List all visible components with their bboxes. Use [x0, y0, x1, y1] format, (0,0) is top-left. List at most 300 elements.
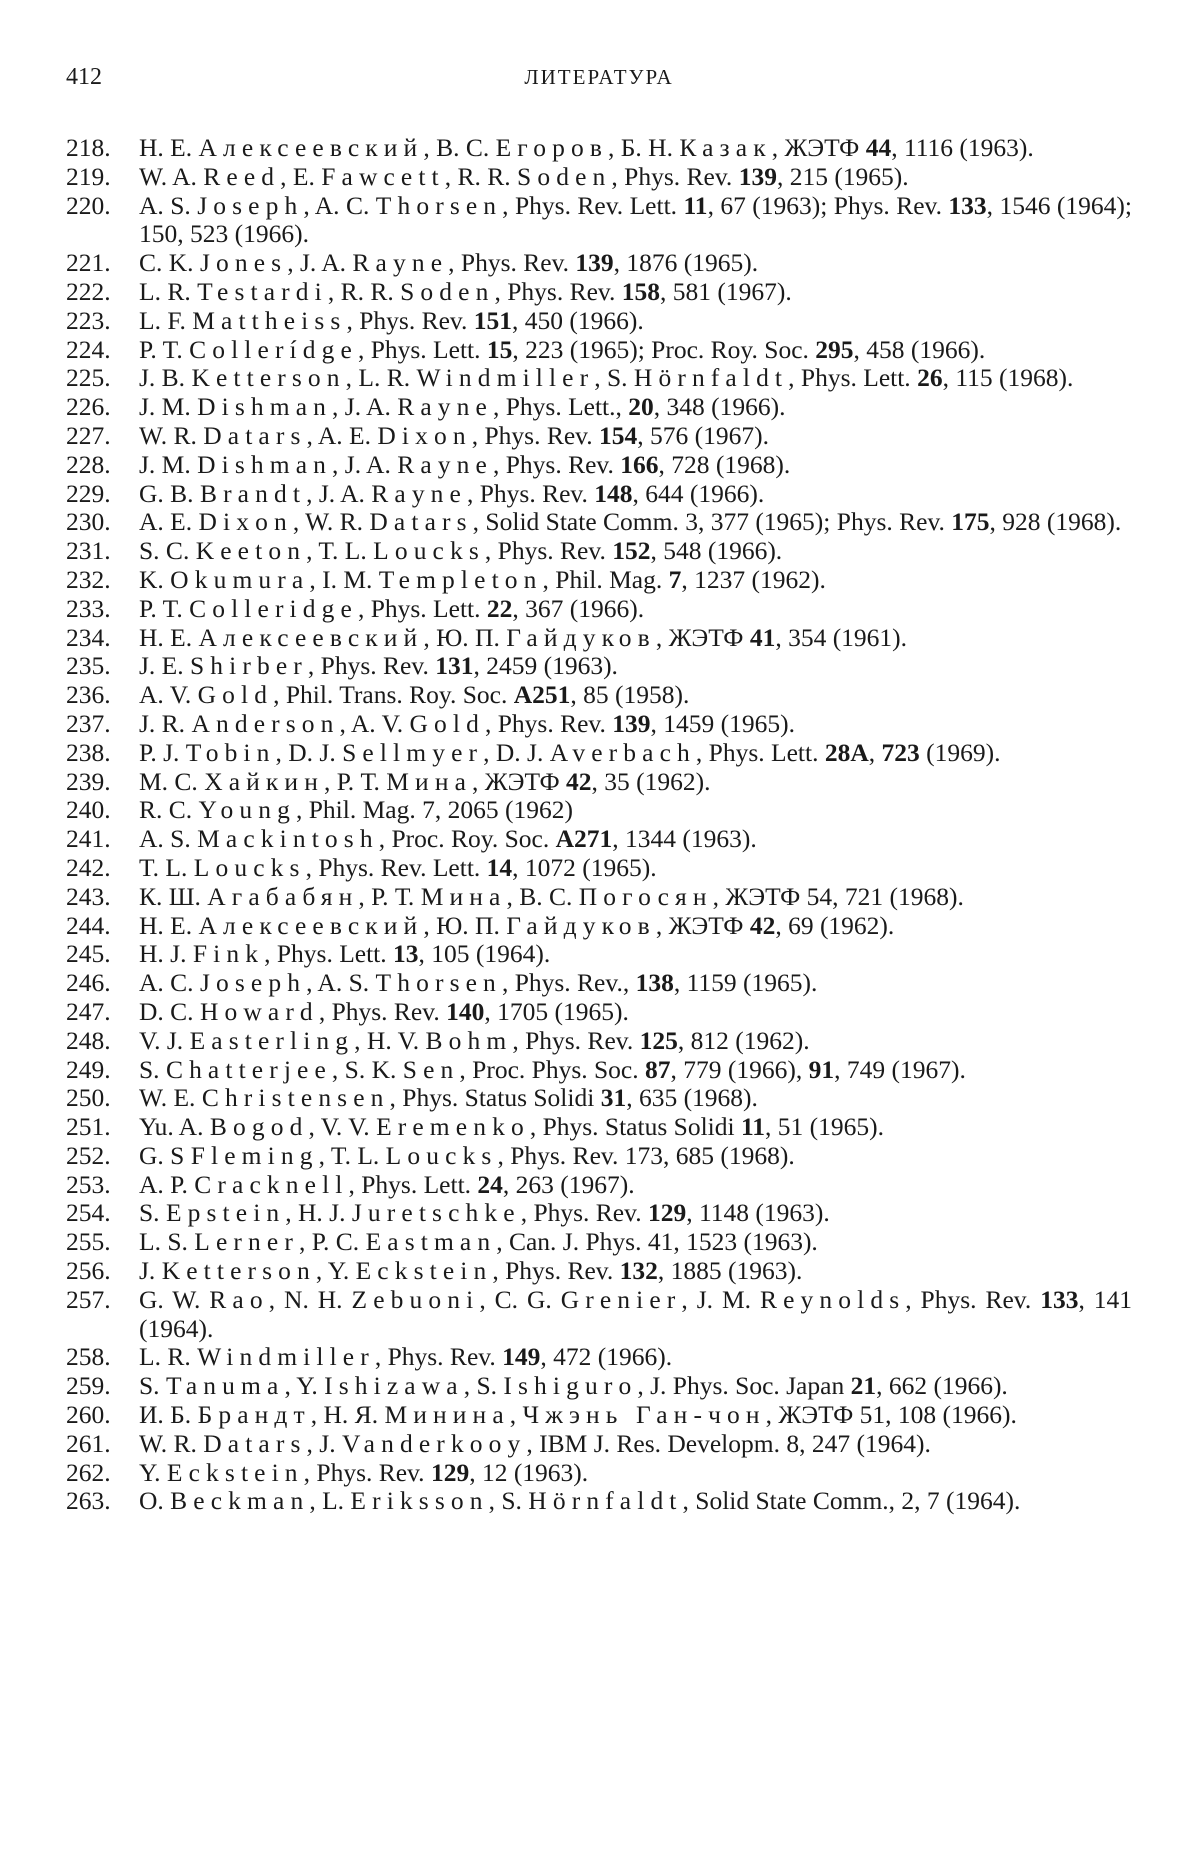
reference-text	[139, 133, 1034, 162]
author-surname: Мина	[420, 881, 507, 911]
reference-segment: , 354 (1961).	[775, 622, 908, 652]
reference-text	[139, 853, 657, 882]
reference-number: 249.	[66, 1054, 111, 1084]
reference-segment: (1969).	[919, 737, 1001, 767]
reference-number: 231.	[66, 536, 111, 566]
volume-number: 131	[435, 651, 474, 681]
author-surname: Averbach	[549, 737, 696, 767]
reference-text	[139, 1486, 1020, 1515]
reference-segment: , Phys. Rev.	[520, 1198, 648, 1228]
reference-segment: , Phys. Lett.,	[492, 392, 629, 422]
reference-number: 234.	[66, 622, 111, 652]
reference-item	[66, 480, 1132, 509]
author-surname: Lerner	[194, 1227, 299, 1257]
reference-item	[66, 1257, 1132, 1286]
volume-number: 129	[430, 1457, 470, 1487]
author-surname: Jones	[199, 248, 288, 278]
reference-segment: , Phys. Rev.	[467, 478, 595, 508]
reference-segment: , Phys. Rev. 173, 685 (1968).	[497, 1140, 795, 1170]
reference-segment: , Proc. Phys. Soc.	[459, 1054, 646, 1084]
author-surname: Colleridge	[189, 593, 358, 623]
author-surname: Fleming	[190, 1140, 319, 1170]
reference-item	[66, 307, 1132, 336]
reference-segment: , Phys. Status Solidi	[389, 1083, 601, 1113]
reference-segment: , Phys. Rev.	[484, 708, 613, 738]
author-surname: Shirber	[190, 651, 308, 681]
reference-item	[66, 364, 1132, 393]
reference-segment: W. R.	[139, 1428, 204, 1458]
volume-number: A251	[513, 680, 571, 710]
author-surname: Eastman	[365, 1227, 497, 1257]
reference-number: 253.	[66, 1169, 111, 1199]
reference-segment: , Phys. Rev.	[492, 1256, 620, 1286]
author-surname: Windmiller	[416, 363, 595, 393]
author-surname: Reynolds	[759, 1284, 906, 1314]
reference-segment: L. S.	[139, 1227, 195, 1257]
reference-number: 252.	[66, 1140, 111, 1170]
author-surname: Чжэнь Ган-чон	[522, 1400, 766, 1430]
reference-segment: , 662 (1966).	[876, 1371, 1008, 1401]
reference-segment: P. J.	[139, 737, 186, 767]
reference-number: 240.	[66, 795, 111, 825]
reference-segment: , S.	[594, 363, 634, 393]
reference-item	[66, 278, 1132, 307]
reference-segment: , 1116 (1963).	[891, 133, 1034, 162]
reference-segment: J. B.	[139, 363, 192, 393]
volume-number: 158	[621, 276, 660, 306]
reference-item	[66, 192, 1132, 250]
reference-item	[66, 1401, 1132, 1430]
reference-segment: , A. E.	[306, 420, 378, 450]
reference-segment: , Phys. Rev.	[484, 536, 613, 566]
reference-segment: , 1705 (1965).	[484, 996, 629, 1026]
reference-number: 254.	[66, 1198, 111, 1228]
volume-number: 132	[619, 1256, 658, 1286]
reference-number: 235.	[66, 651, 111, 681]
author-surname: Eriksson	[350, 1486, 489, 1516]
reference-item	[66, 1343, 1132, 1372]
reference-segment: G. W.	[139, 1284, 210, 1314]
reference-segment: , J. A.	[287, 248, 353, 278]
volume-number: 149	[502, 1342, 541, 1372]
author-surname: Zebuoni	[351, 1284, 480, 1314]
volume-number: A271	[555, 824, 613, 854]
reference-number: 238.	[66, 737, 111, 767]
reference-item	[66, 163, 1132, 192]
reference-segment: , 472 (1966).	[540, 1342, 673, 1372]
reference-segment: , D. J.	[483, 737, 550, 767]
volume-number: 139	[738, 161, 777, 191]
author-surname: Vanderkooy	[341, 1428, 527, 1458]
reference-text	[139, 421, 769, 450]
reference-segment: W. E.	[139, 1083, 202, 1113]
author-surname: Soden	[400, 276, 495, 306]
reference-segment: , Phys. Status Solidi	[529, 1112, 741, 1142]
reference-item	[66, 1459, 1132, 1488]
volume-number: 133	[1040, 1284, 1079, 1314]
reference-segment: , Р. Т.	[358, 881, 421, 911]
volume-number: 41	[749, 622, 776, 652]
reference-segment: J. M.	[139, 449, 198, 479]
reference-number: 230.	[66, 507, 111, 537]
volume-number: 7	[668, 564, 682, 594]
author-surname: Juretschke	[351, 1198, 521, 1228]
reference-segment: , E.	[280, 161, 322, 191]
author-surname: Young	[198, 795, 296, 825]
reference-segment: , T. L.	[318, 1140, 386, 1170]
reference-item	[66, 1199, 1132, 1228]
reference-segment: , J.	[306, 1428, 342, 1458]
reference-segment: , 115 (1968).	[942, 363, 1074, 393]
reference-segment: , S.	[463, 1371, 504, 1401]
volume-number: 723	[881, 737, 920, 767]
reference-text	[139, 1083, 758, 1112]
reference-text	[139, 335, 985, 364]
author-surname: Loucks	[385, 1140, 498, 1170]
author-surname: Ketterson	[191, 363, 346, 393]
author-surname: Ishizawa	[324, 1371, 464, 1401]
reference-segment: , 105 (1964).	[418, 939, 551, 969]
reference-text	[139, 565, 826, 594]
author-surname: Anderson	[191, 708, 340, 738]
reference-number: 261.	[66, 1428, 111, 1458]
reference-segment: , R. R.	[444, 161, 518, 191]
reference-segment: , 1148 (1963).	[686, 1198, 830, 1228]
reference-text	[139, 1400, 1017, 1429]
author-surname: Eckstein	[355, 1256, 493, 1286]
reference-segment: , Solid State Comm., 2, 7 (1964).	[682, 1486, 1021, 1516]
reference-segment: S.	[139, 1371, 166, 1401]
author-surname: Eckstein	[166, 1457, 304, 1487]
reference-segment: A. P.	[139, 1169, 195, 1199]
reference-segment: P. T.	[139, 334, 190, 364]
reference-segment: , IBM J. Res. Developm. 8, 247 (1964).	[526, 1428, 931, 1458]
reference-segment: Y.	[139, 1457, 167, 1487]
reference-item	[66, 652, 1132, 681]
reference-segment: , Phys. Lett.	[357, 593, 487, 623]
reference-segment: , 69 (1962).	[775, 910, 895, 940]
author-surname: Joseph	[199, 968, 307, 998]
reference-segment: , 1344 (1963).	[612, 824, 757, 854]
reference-segment: , 1459 (1965).	[650, 708, 795, 738]
author-surname: Погосян	[578, 881, 713, 911]
reference-segment: , H. J.	[285, 1198, 352, 1228]
reference-segment: A. E.	[139, 507, 199, 537]
reference-segment: , 450 (1966).	[512, 305, 644, 335]
author-surname: Cracknell	[194, 1169, 349, 1199]
author-surname: Thorsen	[375, 968, 502, 998]
reference-number: 232.	[66, 564, 111, 594]
author-surname: Алексеевский	[198, 910, 424, 940]
reference-item	[66, 249, 1132, 278]
reference-number: 243.	[66, 881, 111, 911]
reference-segment: , Phys. Rev.	[494, 276, 622, 306]
reference-number: 251.	[66, 1112, 111, 1142]
reference-segment: V. J.	[139, 1025, 190, 1055]
reference-number: 228.	[66, 449, 111, 479]
reference-segment: , 1876 (1965).	[613, 248, 759, 278]
reference-text	[139, 651, 618, 680]
reference-item	[66, 595, 1132, 624]
reference-segment: , Phys. Lett.	[264, 939, 394, 969]
volume-number: 44	[865, 133, 892, 162]
reference-segment: , 51 (1965).	[765, 1112, 885, 1142]
reference-text	[139, 392, 786, 421]
author-surname: Bohm	[425, 1025, 513, 1055]
reference-item	[66, 1171, 1132, 1200]
author-surname: Soden	[517, 161, 612, 191]
reference-segment: , ЖЭТФ 54, 721 (1968).	[712, 881, 964, 911]
reference-segment: , Solid State Comm. 3, 377 (1965); Phys. Rev.	[472, 507, 952, 537]
reference-segment: , Phys. Rev.	[303, 1457, 431, 1487]
reference-item	[66, 624, 1132, 653]
reference-list	[66, 134, 1132, 1516]
reference-text	[139, 997, 629, 1026]
reference-segment: , 215 (1965).	[776, 161, 909, 191]
author-surname: Tanuma	[165, 1371, 285, 1401]
reference-text	[139, 824, 757, 853]
reference-item	[66, 1113, 1132, 1142]
reference-segment: , Б. Н.	[608, 133, 680, 162]
author-surname: Reed	[203, 161, 281, 191]
author-surname: Datars	[369, 507, 473, 537]
reference-text	[139, 738, 1001, 767]
reference-item	[66, 508, 1132, 537]
author-surname: Beckman	[170, 1486, 310, 1516]
reference-text	[139, 1141, 795, 1170]
reference-item	[66, 1027, 1132, 1056]
volume-number: 31	[600, 1083, 627, 1113]
author-surname: Templeton	[378, 564, 543, 594]
volume-number: 21	[850, 1371, 877, 1401]
reference-segment: Н. Е.	[139, 133, 199, 162]
reference-segment: J. E.	[139, 651, 190, 681]
reference-segment: , J. M.	[681, 1284, 760, 1314]
reference-item	[66, 336, 1132, 365]
reference-segment: , 928 (1968).	[989, 507, 1122, 537]
author-surname: Fawcett	[321, 161, 445, 191]
reference-item	[66, 566, 1132, 595]
reference-segment: , 12 (1963).	[469, 1457, 589, 1487]
author-surname: Минина	[384, 1400, 510, 1430]
reference-segment: Yu. A.	[139, 1112, 210, 1142]
reference-segment: , Phys. Rev.	[374, 1342, 503, 1372]
reference-segment: , P. C.	[298, 1227, 366, 1257]
reference-segment: , L. R.	[345, 363, 417, 393]
reference-item	[66, 883, 1132, 912]
reference-text	[139, 277, 792, 306]
volume-number: 15	[486, 334, 513, 364]
reference-segment: S.	[139, 1054, 166, 1084]
volume-number: 91	[808, 1054, 835, 1084]
reference-number: 248.	[66, 1025, 111, 1055]
reference-segment: , Phys. Rev.	[905, 1284, 1041, 1314]
reference-text	[139, 450, 790, 479]
author-surname: Ishiguro	[503, 1371, 638, 1401]
reference-number: 246.	[66, 968, 111, 998]
author-surname: Howard	[199, 996, 319, 1026]
reference-number: 239.	[66, 766, 111, 796]
author-surname: Hörnfaldt	[633, 363, 789, 393]
reference-number: 259.	[66, 1371, 111, 1401]
reference-number: 233.	[66, 593, 111, 623]
reference-text	[139, 623, 907, 652]
reference-segment: , Phil. Mag. 7, 2065 (1962)	[296, 795, 573, 825]
volume-number: 140	[446, 996, 485, 1026]
author-surname: Gold	[409, 708, 485, 738]
volume-number: 20	[628, 392, 654, 422]
author-surname: Testardi	[197, 276, 328, 306]
reference-text	[139, 795, 573, 824]
reference-segment: J.	[139, 1256, 162, 1286]
reference-segment: , 576 (1967).	[637, 420, 769, 450]
reference-segment: L. R.	[139, 1342, 198, 1372]
author-surname: Okumura	[170, 564, 310, 594]
author-surname: Loucks	[193, 852, 306, 882]
reference-segment: , 2459 (1963).	[473, 651, 618, 681]
reference-segment: , T. L.	[306, 536, 374, 566]
reference-text	[139, 1342, 672, 1371]
reference-segment: , Phys. Rev.	[346, 305, 474, 335]
reference-segment: , C. G.	[479, 1284, 561, 1314]
reference-segment: , 348 (1966).	[653, 392, 786, 422]
reference-segment: , V. V.	[308, 1112, 377, 1142]
reference-segment: ,	[509, 1400, 523, 1430]
volume-number: 125	[639, 1025, 678, 1055]
volume-number: 42	[566, 766, 592, 796]
author-surname: Eremenko	[376, 1112, 530, 1142]
reference-segment: , D. J.	[275, 737, 343, 767]
reference-segment: , S. K.	[331, 1054, 403, 1084]
reference-segment: , 35 (1962).	[591, 766, 711, 796]
author-surname: Алексеевский	[198, 622, 424, 652]
author-surname: Казак	[679, 133, 772, 162]
reference-segment: , В. С.	[423, 133, 496, 162]
reference-text	[139, 709, 795, 738]
reference-segment: , ЖЭТФ	[655, 622, 750, 652]
reference-number: 237.	[66, 708, 111, 738]
reference-segment: , Phys. Rev.	[492, 449, 621, 479]
reference-segment: ,	[868, 737, 882, 767]
reference-segment: , ЖЭТФ 51, 108 (1966).	[765, 1400, 1017, 1430]
reference-segment: , Phys. Lett.	[357, 334, 487, 364]
reference-segment: , Y.	[315, 1256, 356, 1286]
author-surname: Gold	[197, 680, 274, 710]
reference-number: 224.	[66, 334, 111, 364]
reference-number: 255.	[66, 1227, 111, 1257]
volume-number: 175	[951, 507, 990, 537]
reference-segment: K.	[139, 564, 171, 594]
reference-item	[66, 1487, 1132, 1516]
reference-item	[66, 451, 1132, 480]
reference-segment: , Phys. Rev.	[512, 1025, 640, 1055]
reference-text	[139, 1429, 931, 1458]
reference-segment: И. Б.	[139, 1400, 198, 1430]
author-surname: Mattheiss	[192, 305, 347, 335]
author-surname: Хайкин	[204, 766, 324, 796]
author-surname: Брандт	[197, 1400, 311, 1430]
reference-segment: , Phys. Rev.	[318, 996, 447, 1026]
reference-segment: , J. A.	[332, 392, 398, 422]
volume-number: 26	[917, 363, 943, 393]
reference-segment: , Phys. Lett.	[788, 363, 918, 393]
reference-text	[139, 363, 1073, 392]
reference-segment: , L.	[309, 1486, 351, 1516]
reference-segment: , 67 (1963); Phys. Rev.	[707, 190, 949, 220]
reference-segment: L. R.	[139, 276, 198, 306]
reference-segment: , H. V.	[354, 1025, 426, 1055]
reference-item	[66, 796, 1132, 825]
reference-segment: , Н. Я.	[310, 1400, 385, 1430]
author-surname: Dishman	[197, 449, 333, 479]
reference-segment: , 223 (1965); Proc. Roy. Soc.	[512, 334, 816, 364]
reference-item	[66, 854, 1132, 883]
reference-number: 258.	[66, 1342, 111, 1372]
reference-segment: , I. M.	[309, 564, 379, 594]
reference-text	[139, 939, 550, 968]
reference-segment: G. S	[139, 1140, 191, 1170]
reference-number: 219.	[66, 161, 111, 191]
volume-number: 151	[473, 305, 512, 335]
reference-text	[139, 479, 764, 508]
reference-segment: , 263 (1967).	[502, 1169, 635, 1199]
reference-segment: , 581 (1967).	[660, 276, 792, 306]
reference-number: 260.	[66, 1400, 111, 1430]
author-surname: Dixon	[377, 420, 472, 450]
author-surname: Chatterjee	[165, 1054, 332, 1084]
reference-number: 223.	[66, 305, 111, 335]
reference-segment: , 367 (1966).	[512, 593, 645, 623]
author-surname: Mackintosh	[197, 824, 379, 854]
reference-segment: A. S.	[139, 824, 198, 854]
reference-item	[66, 768, 1132, 797]
reference-segment: , Phys. Rev.	[307, 651, 436, 681]
reference-segment: , 1159 (1965).	[673, 968, 818, 998]
author-surname: Агабабян	[207, 881, 359, 911]
reference-text	[139, 911, 894, 940]
author-surname: Rayne	[397, 392, 493, 422]
reference-number: 262.	[66, 1457, 111, 1487]
reference-text	[139, 767, 711, 796]
reference-segment: L. F.	[139, 305, 193, 335]
reference-number: 250.	[66, 1083, 111, 1113]
reference-number: 263.	[66, 1486, 111, 1516]
reference-item	[66, 998, 1132, 1027]
author-surname: Brandt	[199, 478, 307, 508]
author-surname: Tobin	[185, 737, 276, 767]
reference-number: 220.	[66, 190, 111, 220]
reference-number: 242.	[66, 852, 111, 882]
reference-text	[139, 536, 782, 565]
reference-segment: , Ю. П.	[423, 910, 507, 940]
reference-number: 247.	[66, 996, 111, 1026]
reference-segment: , ЖЭТФ	[472, 766, 567, 796]
author-surname: Sellmyer	[342, 737, 484, 767]
author-surname: Rayne	[371, 478, 467, 508]
author-surname: Thorsen	[375, 190, 503, 220]
reference-segment: , 1546 (1964); 150, 523 (1966).	[139, 190, 1132, 249]
reference-segment: , Phys. Rev.,	[501, 968, 636, 998]
reference-segment: O.	[139, 1486, 171, 1516]
reference-number: 226.	[66, 392, 111, 422]
author-surname: Dishman	[197, 392, 333, 422]
author-surname: Windmiller	[197, 1342, 375, 1372]
reference-segment: , ЖЭТФ	[771, 133, 866, 162]
reference-item	[66, 1142, 1132, 1171]
reference-number: 218.	[66, 133, 111, 162]
reference-segment: , Phys. Rev. Lett.	[502, 190, 684, 220]
reference-segment: A. V.	[139, 680, 198, 710]
